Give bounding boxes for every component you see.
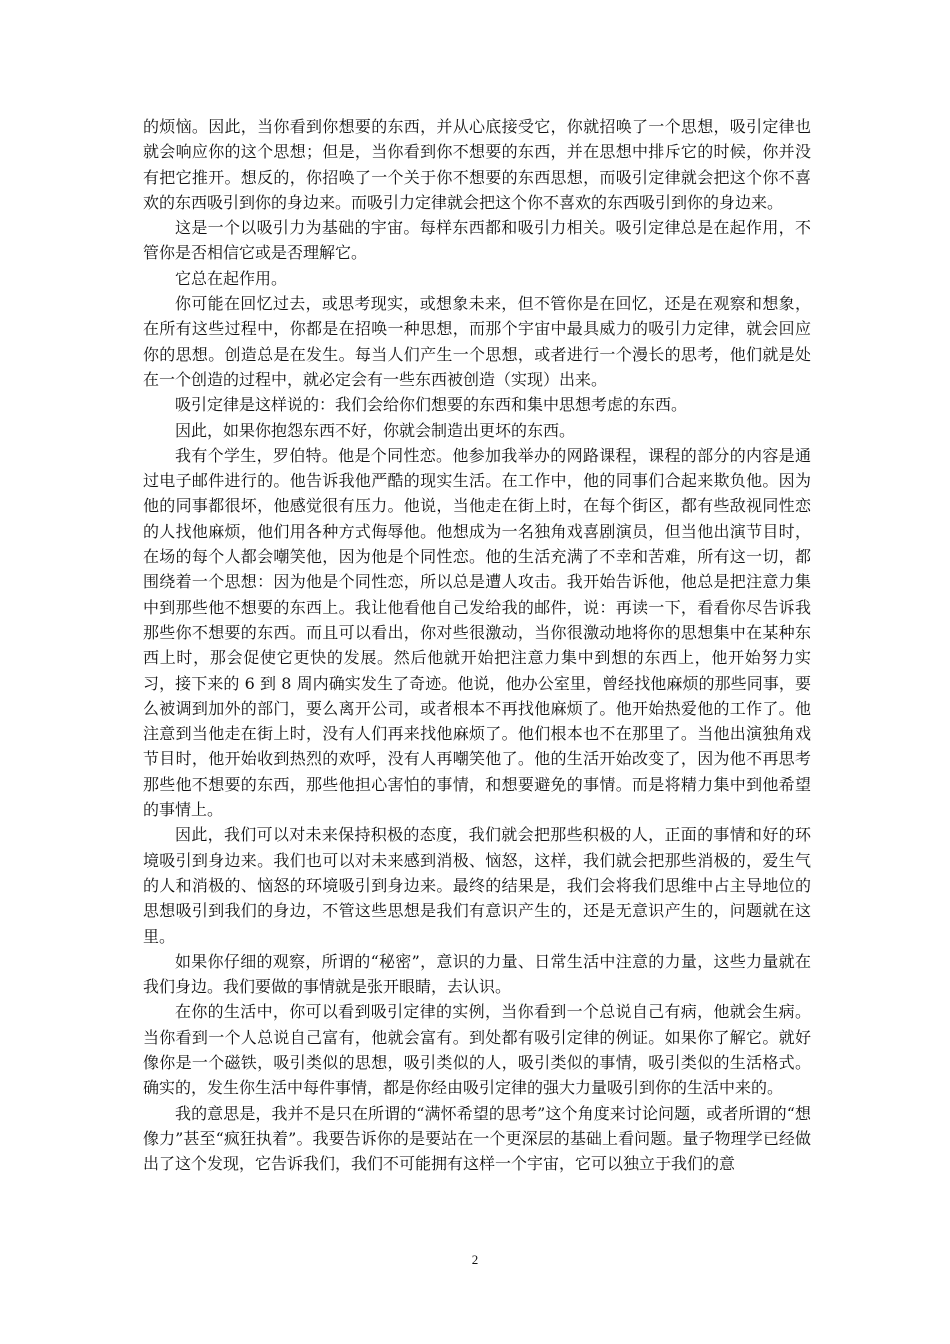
paragraph-3: 它总在起作用。: [175, 268, 288, 288]
page-number: 2: [471, 1252, 479, 1267]
paragraph-5: 吸引定律是这样说的：我们会给你们想要的东西和集中思想考虑的东西。: [175, 395, 688, 415]
paragraph-8: 因此，我们可以对未来保持积极的态度，我们就会把那些积极的人，正面的事情和好的环境吸引到身边来。我们也可以对未来感到消极、恼怒，这样，我们就会把那些消极的，爱生气的人和消极的、恼怒的环境吸引到身边来。最终的结果是，我们会将我们思维中占主导地位的思想吸引到我们的身边，不管这些思想是我们有意识产生的，还是无意识产生的，问题就在这里。: [143, 825, 811, 946]
paragraph-6: 因此，如果你抱怨东西不好，你就会制造出更坏的东西。: [175, 420, 576, 440]
document-body: [143, 114, 811, 1176]
paragraph-11: 我的意思是，我并不是只在所谓的“满怀希望的思考”这个角度来讨论问题，或者所谓的“想像力”甚至“疯狂执着”。我要告诉你的是要站在一个更深层的基础上看问题。量子物理学已经做出了这个发现，它告诉我们，我们不可能拥有这样一个宇宙，它可以独立于我们的意: [143, 1103, 811, 1174]
paragraph-10: 在你的生活中，你可以看到吸引定律的实例，当你看到一个总说自己有病，他就会生病。当你看到一个人总说自己富有，他就会富有。到处都有吸引定律的例证。如果你了解它。就好像你是一个磁铁，吸引类似的思想，吸引类似的人，吸引类似的事情，吸引类似的生活格式。确实的，发生你生活中每件事情，都是你经由吸引定律的强大力量吸引到你的生活中来的。: [143, 1002, 811, 1098]
paragraph-1: 的烦恼。因此，当你看到你想要的东西，并从心底接受它，你就招唤了一个思想，吸引定律也就会响应你的这个思想；但是，当你看到你不想要的东西，并在思想中排斥它的时候，你并没有把它推开。想反的，你招唤了一个关于你不想要的东西思想，而吸引定律就会把这个你不喜欢的东西吸引到你的身边来。而吸引力定律就会把这个你不喜欢的东西吸引到你的身边来。: [143, 117, 811, 212]
paragraph-7: 我有个学生，罗伯特。他是个同性恋。他参加我举办的网路课程，课程的部分的内容是通过电子邮件进行的。他告诉我他严酷的现实生活。在工作中，他的同事们合起来欺负他。因为他的同事都很坏，他感觉很有压力。他说，当他走在街上时，在每个街区，都有些敌视同性恋的人找他麻烦，他们用各种方式侮辱他。他想成为一名独角戏喜剧演员，但当他出演节目时，在场的每个人都会嘲笑他，因为他是个同性恋。他的生活充满了不幸和苦难，所有这一切，都围绕着一个思想：因为他是个同性恋，所以总是遭人攻击。我开始告诉他，他总是把注意力集中到那些他不想要的东西上。我让他看他自己发给我的邮件，说：再读一下，看看你尽告诉我那些你不想要的东西。而且可以看出，你对些很激动，当你很激动地将你的思想集中在某种东西上时，那会促使它更快的发展。然后他就开始把注意力集中到想的东西上，他开始努力实习，接下来的 6 到 8 周内确实发生了奇迹。他说，他办公室里，曾经找他麻烦的那些同事，要么被调到加外的部门，要么离开公司，或者根本不再找他麻烦了。他开始热爱他的工作了。他注意到当他走在街上时，没有人们再来找他麻烦了。他们根本也不在那里了。当他出演独角戏节目时，他开始收到热烈的欢呼，没有人再嘲笑他了。他的生活开始改变了，因为他不再思考那些他不想要的东西，那些他担心害怕的事情，和想要避免的事情。而是将精力集中到他希望的事情上。: [143, 445, 811, 820]
paragraph-9: 如果你仔细的观察，所谓的“秘密”，意识的力量、日常生活中注意的力量，这些力量就在我们身边。我们要做的事情就是张开眼睛，去认识。: [143, 951, 811, 997]
paragraph-4: 你可能在回忆过去，或思考现实，或想象未来，但不管你是在回忆，还是在观察和想象，在所有这些过程中，你都是在招唤一种思想，而那个宇宙中最具威力的吸引力定律，就会回应你的思想。创造总是在发生。每当人们产生一个思想，或者进行一个漫长的思考，他们就是处在一个创造的过程中，就必定会有一些东西被创造（实现）出来。: [143, 294, 811, 389]
paragraph-2: 这是一个以吸引力为基础的宇宙。每样东西都和吸引力相关。吸引定律总是在起作用，不管你是否相信它或是否理解它。: [143, 218, 811, 263]
